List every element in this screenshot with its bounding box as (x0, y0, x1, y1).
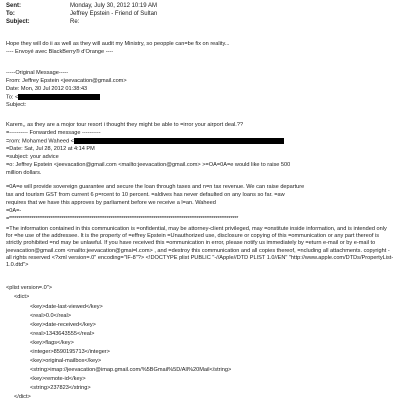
dict-open: <dict> (14, 294, 30, 300)
plist-line: <key>original-mailbox</key> (30, 358, 102, 364)
forwarded-marker: =---------- Forwarded message ---------- (6, 130, 101, 136)
subject-label: Subject: (6, 19, 30, 25)
reply-line-2: ---- Envoyé avec BlackBerry® d'Orange ---- (6, 49, 114, 55)
plist-line: <key>date-received</key> (30, 322, 96, 328)
plist-line: <key>date-last-viewed</key> (30, 304, 103, 310)
to-label: To: (6, 11, 15, 17)
original-to (6, 94, 100, 102)
original-to-text: To: < (6, 94, 19, 101)
sovereign-line-2: tax and tourism GST from current 6 p=rcent to 10 percent. =aldives has never defaulted on any loans so far. =aw (6, 192, 285, 198)
oa-line: =0A=- (6, 208, 22, 214)
dict-close: </dict> (14, 394, 31, 400)
redaction-bar (18, 94, 100, 100)
plist-line: <integer>8590195713</integer> (30, 349, 110, 355)
forwarded-from (6, 138, 284, 146)
header-sent-row (6, 3, 157, 10)
disclaimer-paragraph: =The information contained in this communication is =onfidential, may be attorney-client privileged, may =onstitute inside information, and is intended only for =he use of the addressee. It is the property of =effrey Epstein =Unauthorized use, disclosure or copying of this =ommunication or any part thereof is strictly prohibited =nd may be unlawful. If you have received this =ommunication in error, please notify us immediately by =eturn e-mail or by e-mail to jeevacation@gmail.com <mailto:jeevacation@gmai=l.com> , and =destroy this communication and all copies thereof, =ncluding all attachments. copyright -all rights reserved <?xml version=.0" encoding="IF-8"?> <!DOCTYPE plist PUBLIC "-//Apple//DTD PLIST 1.0//EN" "http://www.apple.com/DTDs/PropertyList-1.0.dtd"> (6, 226, 394, 269)
header-subject-row (6, 19, 80, 26)
plist-open: <plist version=.0"> (6, 285, 52, 291)
plist-line: <string>237823</string> (30, 385, 91, 391)
original-subject: Subject: (6, 102, 27, 108)
reply-line-1: Hope they will do ii as well as they will audit my Ministry, so peopple can=be fix on reality... (6, 41, 230, 47)
plist-line: <real>0.0</real> (30, 313, 72, 319)
sovereign-line-1: =0A=e will provide sovereign guarantee and secure the loan through taxes and n=n tax revenue. We can raise departure (6, 184, 305, 190)
forwarded-subject: =subject: your advice (6, 154, 59, 160)
header-to-row (6, 11, 158, 18)
karem-line: Karem,, as they are a mojor tour resort i thought they might be able to =irror your airport deal.?? (6, 122, 244, 128)
forwarded-from-text: =rom: Mohamed Waheed < (6, 138, 74, 145)
to-value: Jeffrey Epstein - Friend of Sultan (70, 11, 158, 17)
plist-line: <key>flags</key> (30, 340, 74, 346)
original-message-marker: -----Original Message----- (6, 70, 69, 76)
forwarded-to: =o: Jeffrey Epstein <jeevacation@gmail.com <mailto:jeevacation@gmail.com> >=OA=0A=e would like to raise 500 (6, 162, 291, 168)
original-date: Date: Mon, 30 Jul 2012 01:38:43 (6, 86, 88, 92)
plist-line: <string>imap://jeevacation@imap.gmail.com/%5BGmail%5D/All%20Mail</string> (30, 367, 232, 373)
sent-label: Sent: (6, 3, 21, 9)
forwarded-date: =Date: Sat, Jul 28, 2012 at 4:14 PM (6, 146, 95, 152)
stars-separator: =************************************************************************************************************************** (6, 216, 238, 222)
redaction-bar (74, 138, 284, 144)
sent-value: Monday, July 30, 2012 10:19 AM (70, 3, 157, 9)
forwarded-to-cont: million dollars. (6, 170, 42, 176)
plist-line: <real>1343643555</real> (30, 331, 95, 337)
sovereign-line-3: requires that we have this approves by parliament before we receive a l=an. Waheed (6, 200, 216, 206)
original-from: From: Jeffrey Epstein <jeevacation@gmail.com> (6, 78, 127, 84)
subject-value: Re: (70, 19, 80, 25)
plist-line: <key>remote-id</key> (30, 376, 86, 382)
